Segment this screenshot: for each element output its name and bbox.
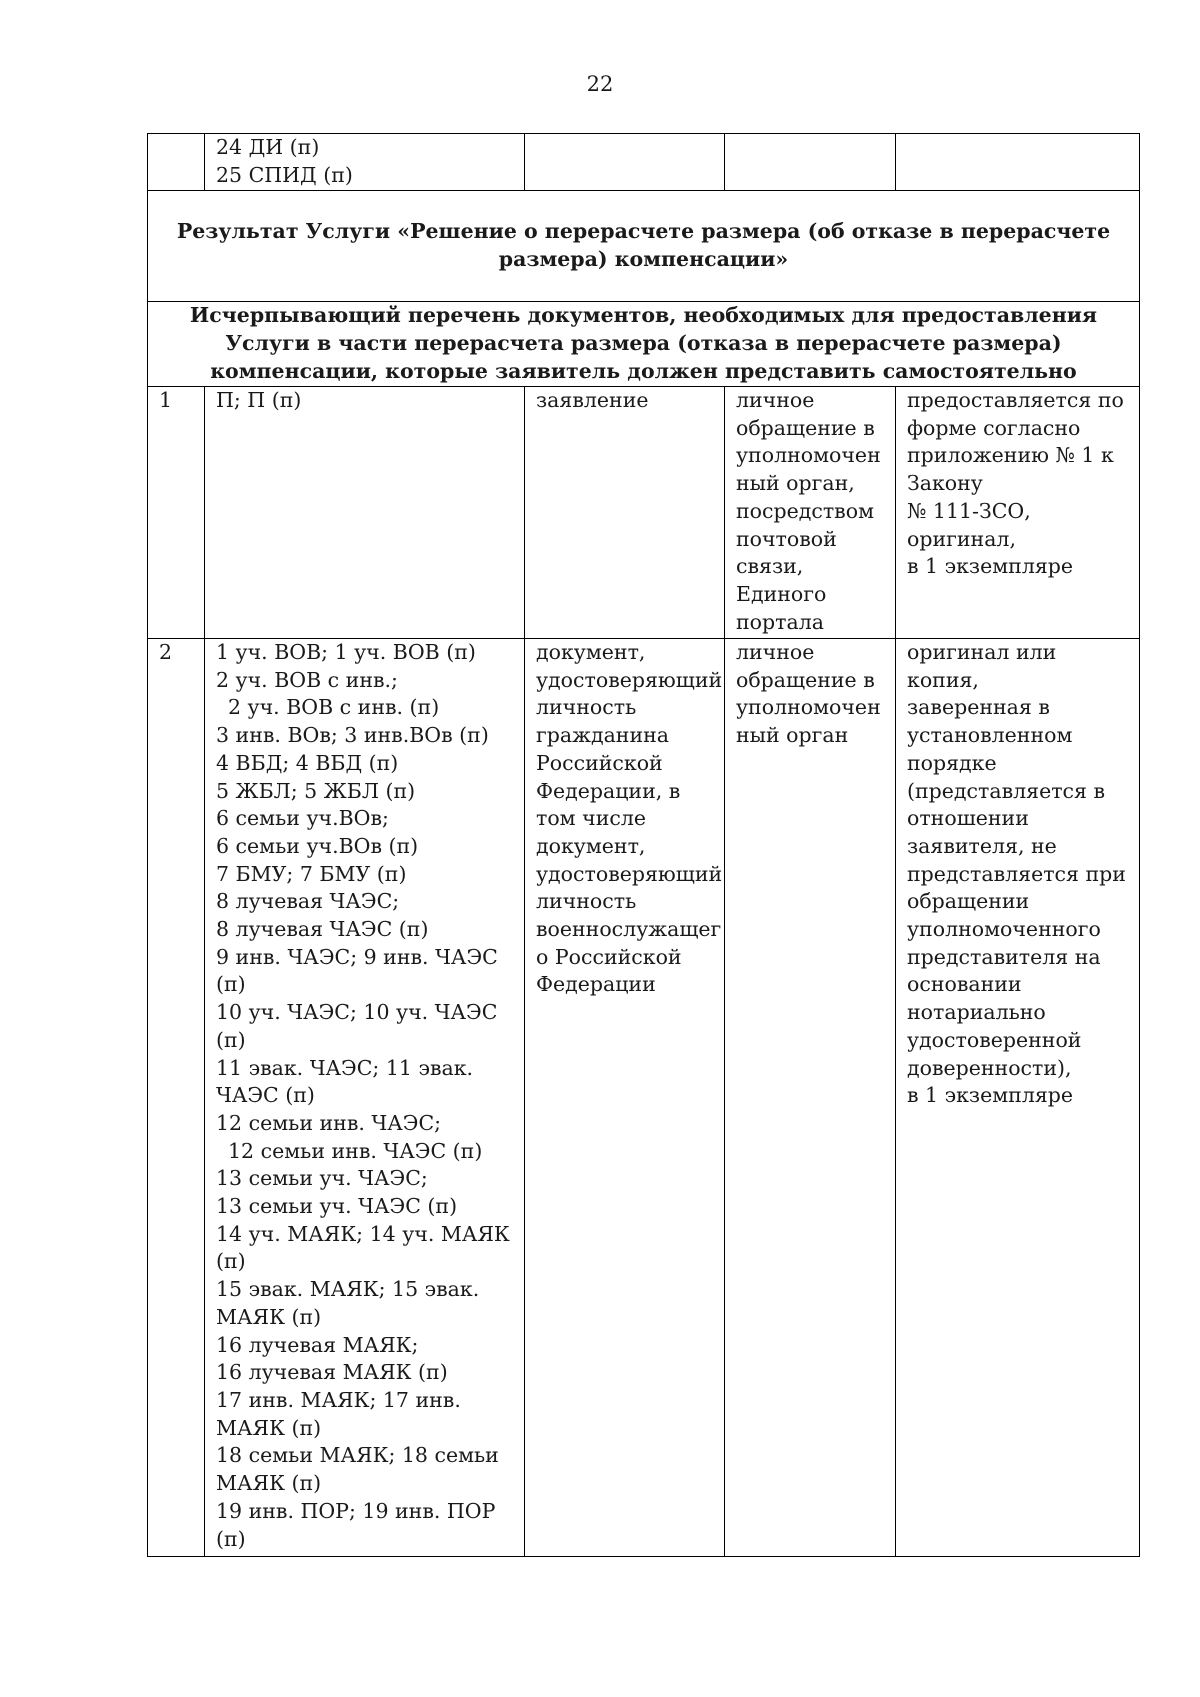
category-line: 12 семьи инв. ЧАЭС; (216, 1110, 442, 1135)
carry-over-row (148, 134, 1140, 191)
category-line: 24 ДИ (п) (216, 135, 320, 159)
category-line: МАЯК (п) (216, 1304, 322, 1329)
page-number: 22 (586, 72, 614, 96)
result-section-title: Результат Услуги «Решение о перерасчете размера (об отказе в перерасчете размера) компенсации» (148, 191, 1140, 302)
row-number: 1 (148, 387, 205, 639)
category-line: 14 уч. МАЯК; 14 уч. МАЯК (216, 1221, 510, 1246)
category-line: 18 семьи МАЯК; 18 семьи (216, 1443, 499, 1468)
category-line: ЧАЭС (п) (216, 1083, 315, 1108)
category-line: 1 уч. ВОВ; 1 уч. ВОВ (п) (216, 640, 476, 664)
row-categories: П; П (п) (205, 387, 525, 639)
category-line: 17 инв. МАЯК; 17 инв. (216, 1387, 461, 1412)
category-line: 25 СПИД (п) (216, 162, 353, 187)
category-line: 10 уч. ЧАЭС; 10 уч. ЧАЭС (216, 1000, 498, 1025)
row-requirements: предоставляется по форме согласно приложению № 1 к Закону № 111-ЗСО, оригинал, в 1 экземпляре (896, 387, 1140, 639)
category-line: 6 семьи уч.ВОв; (216, 806, 389, 831)
row-submission: личное обращение в уполномочен ный орган, посредством почтовой связи, Единого портала (725, 387, 896, 639)
category-line: 13 семьи уч. ЧАЭС; (216, 1166, 428, 1191)
category-line: 2 уч. ВОВ с инв.; (216, 667, 398, 692)
table-row (148, 639, 1140, 1557)
documents-section-title: Исчерпывающий перечень документов, необходимых для предоставления Услуги в части перерасчета размера (отказа в перерасчете размера) компенсации, которые заявитель должен представить самостоятельно (148, 302, 1140, 387)
category-line: 16 лучевая МАЯК; (216, 1332, 419, 1357)
category-line: МАЯК (п) (216, 1471, 322, 1496)
category-line: 9 инв. ЧАЭС; 9 инв. ЧАЭС (216, 944, 498, 969)
category-line: 8 лучевая ЧАЭС (п) (216, 917, 429, 942)
category-line: 16 лучевая МАЯК (п) (216, 1360, 448, 1385)
table-row (148, 387, 1140, 639)
category-line: 2 уч. ВОВ с инв. (п) (228, 695, 440, 720)
table-cell-submission (725, 134, 896, 191)
category-line: 12 семьи инв. ЧАЭС (п) (228, 1138, 483, 1163)
category-line: 8 лучевая ЧАЭС; (216, 889, 400, 914)
category-line: 6 семьи уч.ВОв (п) (216, 833, 419, 858)
table-cell-num (148, 134, 205, 191)
category-line: 13 семьи уч. ЧАЭС (п) (216, 1194, 458, 1219)
category-line: (п) (216, 1526, 246, 1551)
table-cell-categories (205, 134, 525, 191)
category-line: 3 инв. ВОв; 3 инв.ВОв (п) (216, 723, 489, 748)
table-cell-requirements (896, 134, 1140, 191)
row-categories (205, 639, 525, 1557)
section-row (148, 302, 1140, 387)
category-line: (п) (216, 1249, 246, 1274)
category-line: 15 эвак. МАЯК; 15 эвак. (216, 1277, 480, 1302)
category-line: (п) (216, 1027, 246, 1052)
category-line: 19 инв. ПОР; 19 инв. ПОР (216, 1498, 496, 1523)
table-cell-document (525, 134, 725, 191)
section-row (148, 191, 1140, 302)
row-document: заявление (525, 387, 725, 639)
category-line: 4 ВБД; 4 ВБД (п) (216, 750, 399, 775)
row-submission: личное обращение в уполномочен ный орган (725, 639, 896, 1557)
row-number: 2 (148, 639, 205, 1557)
row-document: документ, удостоверяющий личность гражданина Российской Федерации, в том числе документ, удостоверяющий личность военнослужащег о Российской Федерации (525, 639, 725, 1557)
category-line: (п) (216, 972, 246, 997)
category-line: 7 БМУ; 7 БМУ (п) (216, 861, 407, 886)
documents-table (147, 133, 1140, 1557)
category-line: 11 эвак. ЧАЭС; 11 эвак. (216, 1055, 474, 1080)
row-requirements: оригинал или копия, заверенная в установленном порядке (представляется в отношении заявителя, не представляется при обращении уполномоченного представителя на основании нотариально удостоверенной доверенности), в 1 экземпляре (896, 639, 1140, 1557)
category-line: 5 ЖБЛ; 5 ЖБЛ (п) (216, 778, 416, 803)
category-line: МАЯК (п) (216, 1415, 322, 1440)
